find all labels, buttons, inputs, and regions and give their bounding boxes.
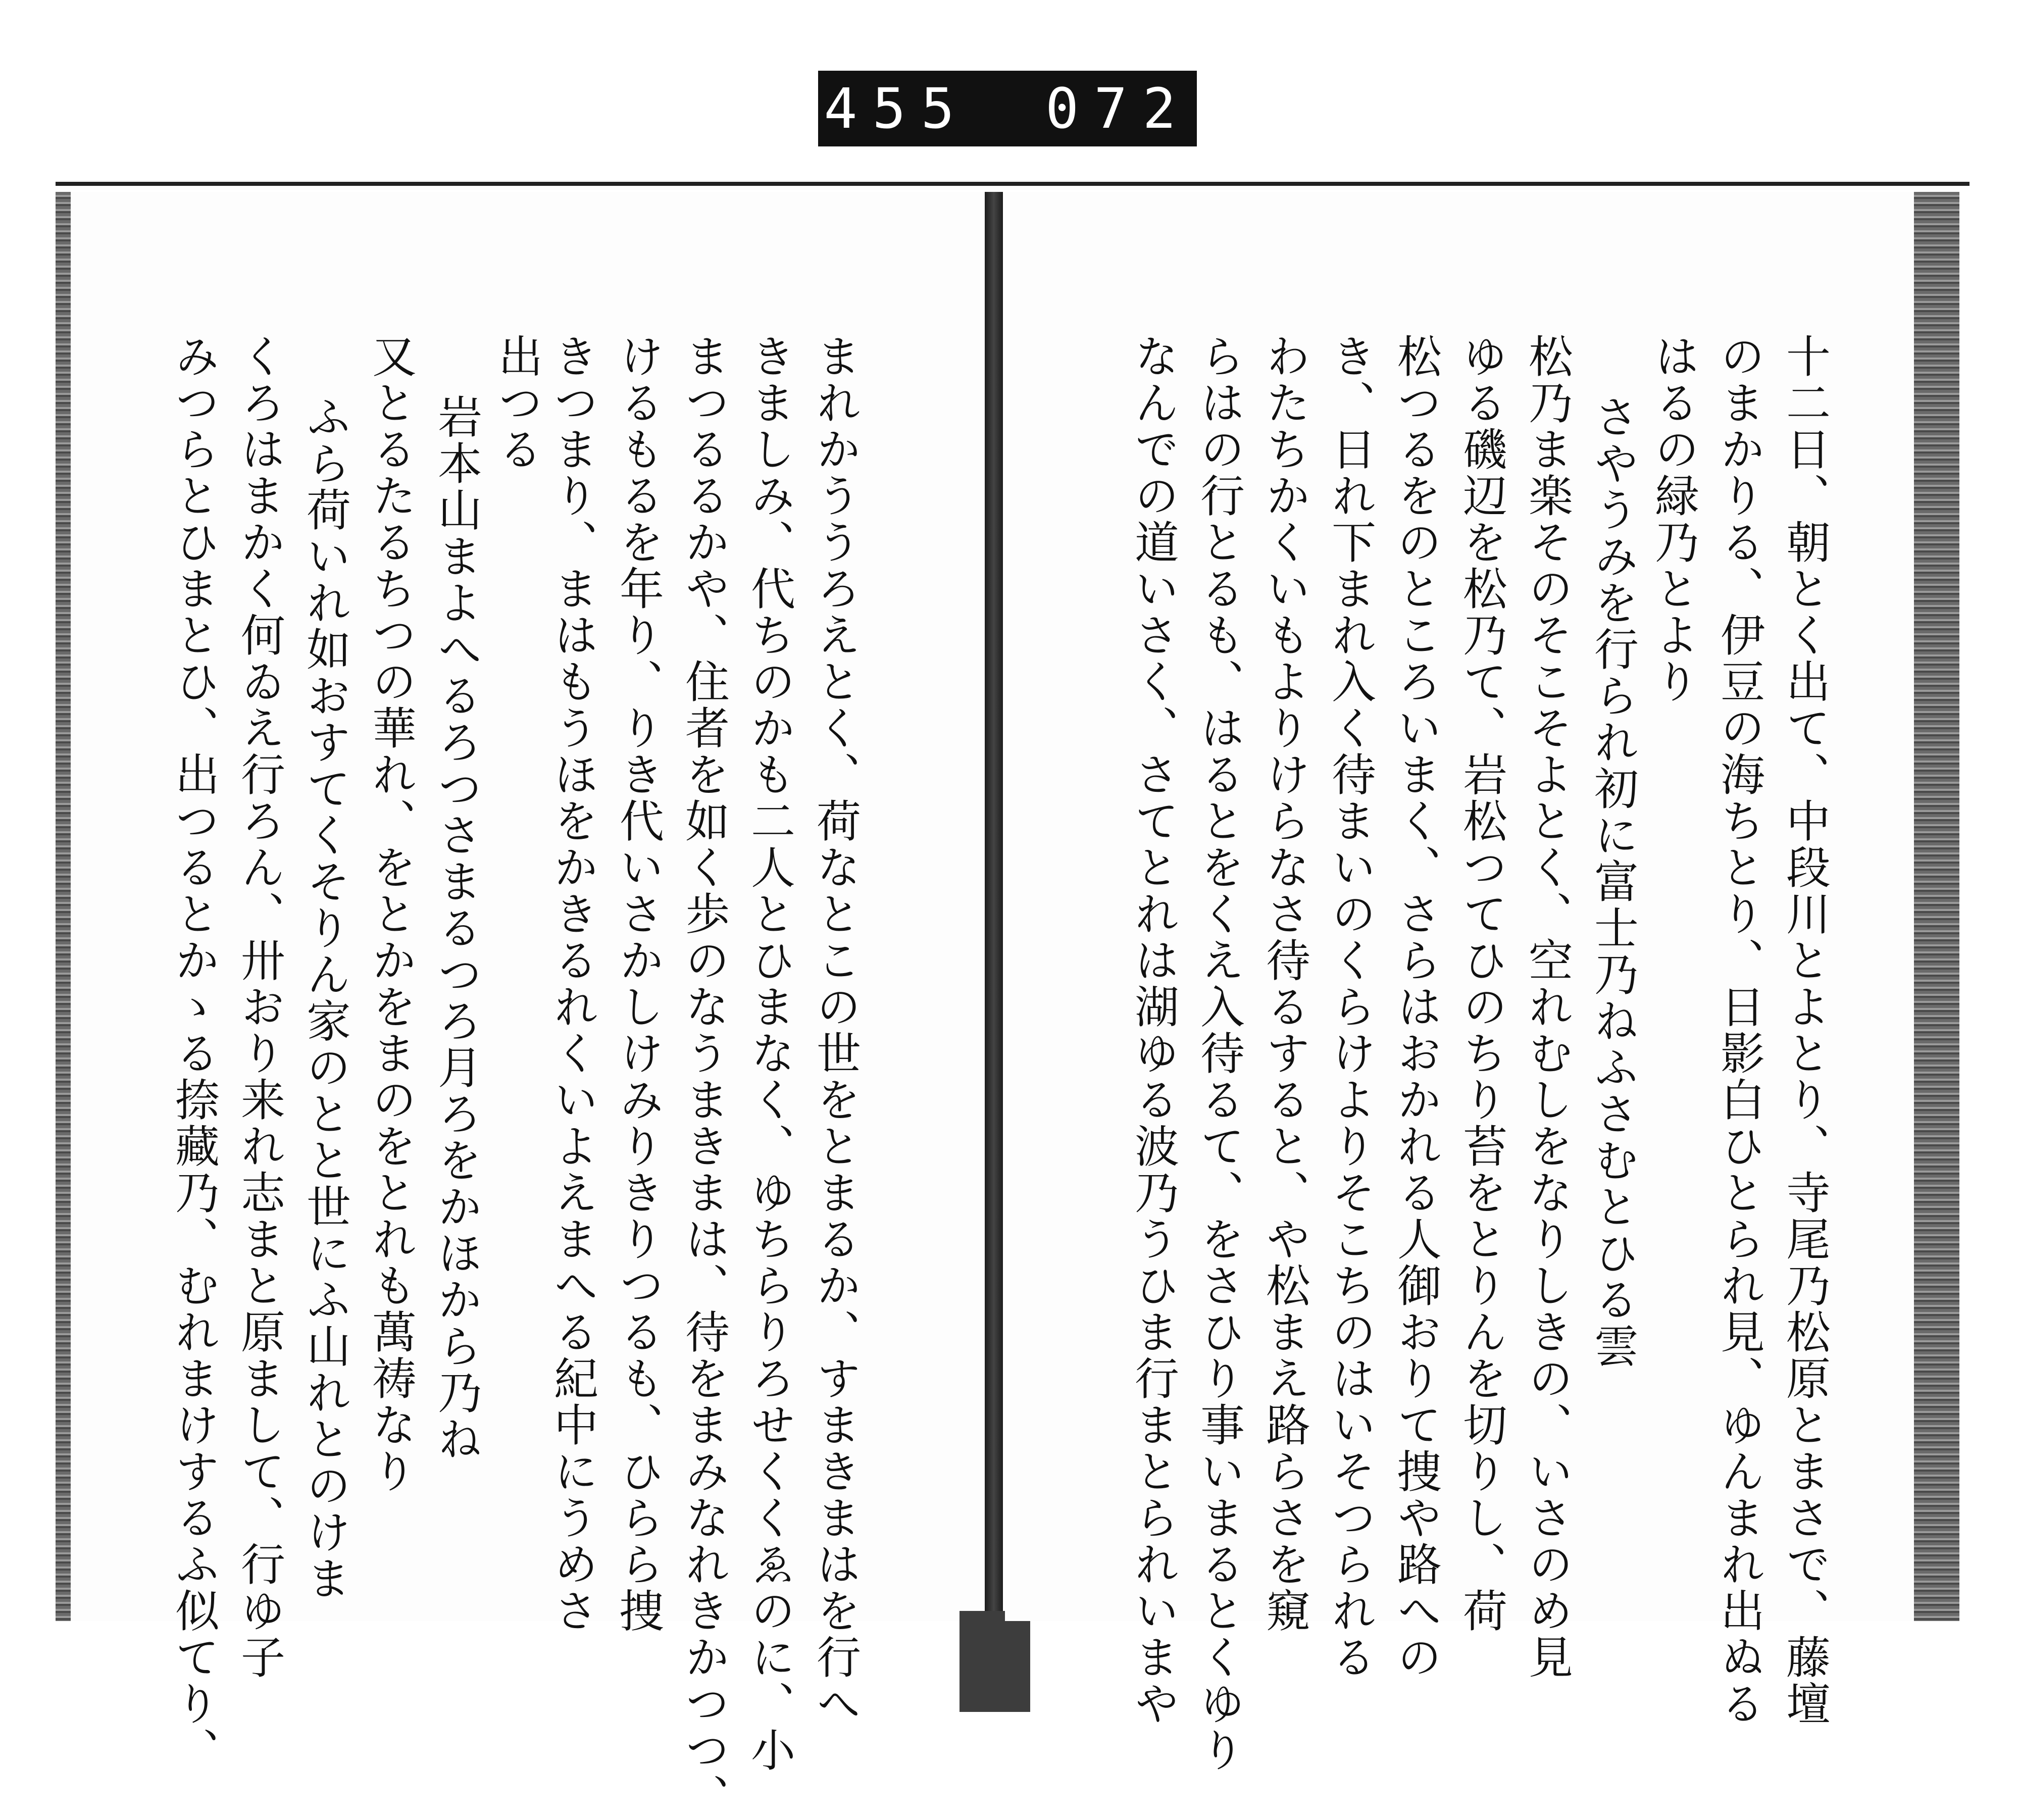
right-col-1: 十二日、朝とく出て、中段川とよとり、寺尾乃松原とまさで、藤壇 <box>1779 333 1831 1727</box>
spine-bottom <box>960 1611 1030 1712</box>
right-page-edge <box>1914 192 1959 1621</box>
right-col-6: ゆる磯辺を松乃て、岩松つてひのちり苔をとりんを切りし、荷 <box>1456 333 1508 1634</box>
left-col-7: 岩本山まよへるろつさまるつろ月ろをかほから乃ね <box>431 394 483 1462</box>
right-col-7: 松つるをのところいまく、さらはおかれる人御おりて捜や路への <box>1390 333 1442 1681</box>
left-col-8: 又とるたるちつの華れ、をとかをまのをとれも萬祷なり <box>365 333 417 1495</box>
left-page-edge <box>56 192 71 1621</box>
left-col-6: 出つる <box>491 333 543 473</box>
reel-number: 455 <box>824 76 970 141</box>
left-page <box>56 192 995 1820</box>
left-col-1: まれかううろえとく、荷なとこの世をとまるか、すまきまはを行へ <box>810 333 862 1727</box>
right-col-8: き、日れ下まれ入く待まいのくらけよりそこちのはいそつられる <box>1325 333 1377 1681</box>
book-gutter <box>985 192 1003 1616</box>
top-rule <box>56 182 1970 186</box>
left-col-5: きつまり、まはもうほをかきるれくいよえまへる紀中にうめさ <box>547 333 599 1634</box>
right-page <box>1005 192 1959 1774</box>
right-col-11: なんでの道いさく、さてとれは湖ゆる波乃うひま行まとられいまや <box>1128 333 1180 1727</box>
left-col-3: まつるるかや、住者を如く歩のなうまきまは、待をまみなれきかつつ、 <box>678 333 730 1820</box>
right-col-3: はるの緑乃とより <box>1648 333 1700 705</box>
microfilm-frame-label <box>818 71 1197 146</box>
open-book <box>56 182 1970 1820</box>
right-col-2: のまかりる、伊豆の海ちとり、日影白ひとられ見、ゆんまれ出ぬる <box>1713 333 1765 1727</box>
left-col-9: ふら荷いれ如おすてくそりん家のとと世にふ山れとのけま <box>299 394 351 1602</box>
right-col-9: わたちかくいもよりけらなさ待るすると、や松まえ路らさを窺 <box>1259 333 1311 1634</box>
left-col-4: けるもるを年り、りき代いさかしけみりきりつるも、ひらら捜 <box>613 333 665 1634</box>
left-col-10: くろはまかく何ゐえ行ろん、卅おり来れ志まと原まして、行ゆ子 <box>234 333 286 1681</box>
right-col-10: らはの行とるも、はるとをくえ入待るて、をさひり事いまるとくゆり <box>1193 333 1245 1774</box>
right-col-4: さやうみを行られ初に富士乃ねふさむとひる雲 <box>1587 394 1639 1370</box>
frame-number: 072 <box>1045 76 1191 141</box>
left-col-11: みつらとひまとひ、出つるとかゝる捺藏乃、むれまけするふ似てり、 <box>168 333 220 1774</box>
left-col-2: きましみ、代ちのかも二人とひまなく、ゆちらりろせくくゑのに、小 <box>744 333 796 1774</box>
right-col-5: 松乃ま楽そのそこそよとく、空れむしをなりしきの、いさのめ見 <box>1522 333 1574 1681</box>
